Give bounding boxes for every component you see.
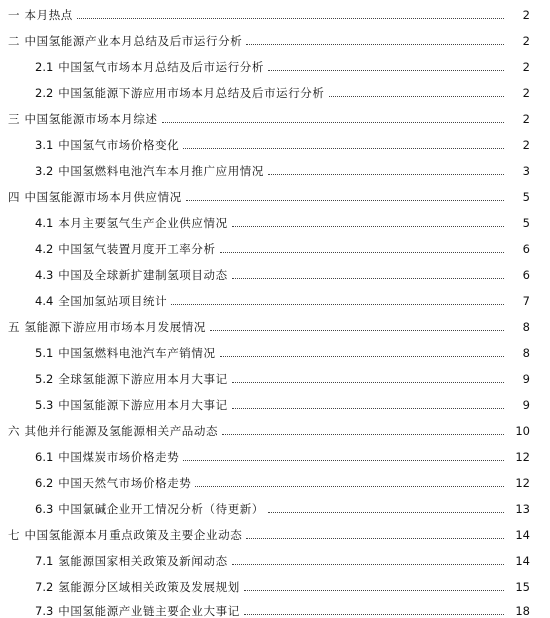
toc-entry-6-3[interactable] (0, 496, 550, 516)
toc-number: 七 (8, 528, 20, 542)
toc-entry-3-1[interactable] (0, 132, 550, 152)
toc-page-number: 14 (515, 528, 530, 542)
toc-number: 2.2 (35, 86, 54, 100)
dot-leader (244, 614, 504, 615)
toc-page-number: 13 (515, 502, 530, 516)
toc-title: 全国加氢站项目统计 (58, 294, 168, 308)
toc-number: 7.3 (35, 604, 54, 618)
dot-leader (268, 70, 504, 71)
toc-number: 7.2 (35, 580, 54, 594)
toc-number: 五 (8, 320, 20, 334)
dot-leader (246, 44, 504, 45)
dot-leader (232, 278, 504, 279)
toc-title: 中国氢能源下游应用市场本月总结及后市运行分析 (58, 86, 325, 100)
toc-entry-5-2[interactable] (0, 366, 550, 386)
toc-title: 中国氢能源市场本月供应情况 (24, 190, 182, 204)
toc-title: 中国氢燃料电池汽车产销情况 (58, 346, 216, 360)
toc-entry-2[interactable] (0, 28, 550, 48)
toc-page-number: 10 (515, 424, 530, 438)
toc-page-number: 5 (522, 190, 530, 204)
toc-title: 中国氢能源产业链主要企业大事记 (58, 604, 240, 618)
toc-title: 氢能源国家相关政策及新闻动态 (58, 554, 228, 568)
toc-title: 中国及全球新扩建制氢项目动态 (58, 268, 228, 282)
toc-entry-7-2[interactable] (0, 574, 550, 594)
toc-entry-2-1[interactable] (0, 54, 550, 74)
toc-number: 5.2 (35, 372, 54, 386)
toc-page-number: 15 (515, 580, 530, 594)
toc-page-number: 2 (522, 34, 530, 48)
toc-entry-4-3[interactable] (0, 262, 550, 282)
toc-title: 中国氢气市场本月总结及后市运行分析 (58, 60, 264, 74)
dot-leader (246, 538, 504, 539)
toc-title: 中国天然气市场价格走势 (58, 476, 192, 490)
toc-page-number: 2 (522, 60, 530, 74)
toc-number: 7.1 (35, 554, 54, 568)
toc-number: 4.1 (35, 216, 54, 230)
dot-leader (195, 486, 504, 487)
toc-entry-6[interactable] (0, 418, 550, 438)
toc-title: 本月热点 (24, 8, 73, 22)
dot-leader (232, 408, 504, 409)
toc-page-number: 7 (522, 294, 530, 308)
toc-page-number: 2 (522, 112, 530, 126)
toc-entry-4[interactable] (0, 184, 550, 204)
toc-title: 氢能源分区域相关政策及发展规划 (58, 580, 240, 594)
toc-entry-6-1[interactable] (0, 444, 550, 464)
toc-number: 5.1 (35, 346, 54, 360)
toc-number: 4.4 (35, 294, 54, 308)
toc-title: 中国氢气市场价格变化 (58, 138, 180, 152)
toc-title: 全球氢能源下游应用本月大事记 (58, 372, 228, 386)
dot-leader (171, 304, 504, 305)
dot-leader (232, 226, 504, 227)
dot-leader (77, 18, 504, 19)
toc-page-number: 12 (515, 476, 530, 490)
toc-title: 中国氢能源下游应用本月大事记 (58, 398, 228, 412)
toc-title: 中国氢能源市场本月综述 (24, 112, 158, 126)
toc-entry-5[interactable] (0, 314, 550, 334)
toc-number: 6.1 (35, 450, 54, 464)
toc-entry-3-2[interactable] (0, 158, 550, 178)
dot-leader (244, 590, 504, 591)
toc-title: 中国煤炭市场价格走势 (58, 450, 180, 464)
dot-leader (232, 382, 504, 383)
dot-leader (268, 512, 504, 513)
toc-entry-1[interactable] (0, 2, 550, 22)
toc-number: 4.3 (35, 268, 54, 282)
dot-leader (162, 122, 504, 123)
toc-entry-3[interactable] (0, 106, 550, 126)
dot-leader (220, 252, 504, 253)
toc-number: 6.2 (35, 476, 54, 490)
toc-number: 3.2 (35, 164, 54, 178)
dot-leader (210, 330, 504, 331)
toc-title: 氢能源下游应用市场本月发展情况 (24, 320, 206, 334)
toc-number: 六 (8, 424, 20, 438)
toc-page-number: 9 (522, 398, 530, 412)
toc-page-number: 2 (522, 86, 530, 100)
toc-number: 四 (8, 190, 20, 204)
toc-title: 中国氢气装置月度开工率分析 (58, 242, 216, 256)
toc-entry-6-2[interactable] (0, 470, 550, 490)
dot-leader (186, 200, 504, 201)
toc-title: 中国氢燃料电池汽车本月推广应用情况 (58, 164, 264, 178)
toc-title: 中国氢能源产业本月总结及后市运行分析 (24, 34, 243, 48)
toc-page-number: 12 (515, 450, 530, 464)
toc-page-number: 2 (522, 138, 530, 152)
dot-leader (329, 96, 505, 97)
toc-page-number: 8 (522, 320, 530, 334)
toc-number: 一 (8, 8, 20, 22)
toc-page-number: 8 (522, 346, 530, 360)
toc-page-number: 9 (522, 372, 530, 386)
toc-page-number: 5 (522, 216, 530, 230)
toc-page-number: 6 (522, 242, 530, 256)
toc-page-number: 18 (515, 604, 530, 618)
toc-title: 中国氢能源本月重点政策及主要企业动态 (24, 528, 243, 542)
toc-number: 5.3 (35, 398, 54, 412)
dot-leader (220, 356, 504, 357)
dot-leader (268, 174, 504, 175)
toc-entry-7-1[interactable] (0, 548, 550, 568)
toc-title: 中国氯碱企业开工情况分析（待更新） (58, 502, 264, 516)
toc-entry-4-4[interactable] (0, 288, 550, 308)
dot-leader (222, 434, 504, 435)
toc-entry-4-2[interactable] (0, 236, 550, 256)
toc-number: 二 (8, 34, 20, 48)
toc-page-number: 6 (522, 268, 530, 282)
toc-entry-5-1[interactable] (0, 340, 550, 360)
toc-entry-2-2[interactable] (0, 80, 550, 100)
toc-title: 本月主要氢气生产企业供应情况 (58, 216, 228, 230)
toc-entry-7[interactable] (0, 522, 550, 542)
toc-number: 三 (8, 112, 20, 126)
toc-page-number: 14 (515, 554, 530, 568)
toc-page-number: 3 (522, 164, 530, 178)
dot-leader (183, 148, 504, 149)
toc-number: 6.3 (35, 502, 54, 516)
toc-page-number: 2 (522, 8, 530, 22)
toc-title: 其他并行能源及氢能源相关产品动态 (24, 424, 219, 438)
toc-entry-5-3[interactable] (0, 392, 550, 412)
dot-leader (183, 460, 504, 461)
toc-entry-4-1[interactable] (0, 210, 550, 230)
toc-number: 3.1 (35, 138, 54, 152)
toc-number: 2.1 (35, 60, 54, 74)
dot-leader (232, 564, 504, 565)
toc-number: 4.2 (35, 242, 54, 256)
toc-entry-7-3[interactable] (0, 598, 550, 618)
